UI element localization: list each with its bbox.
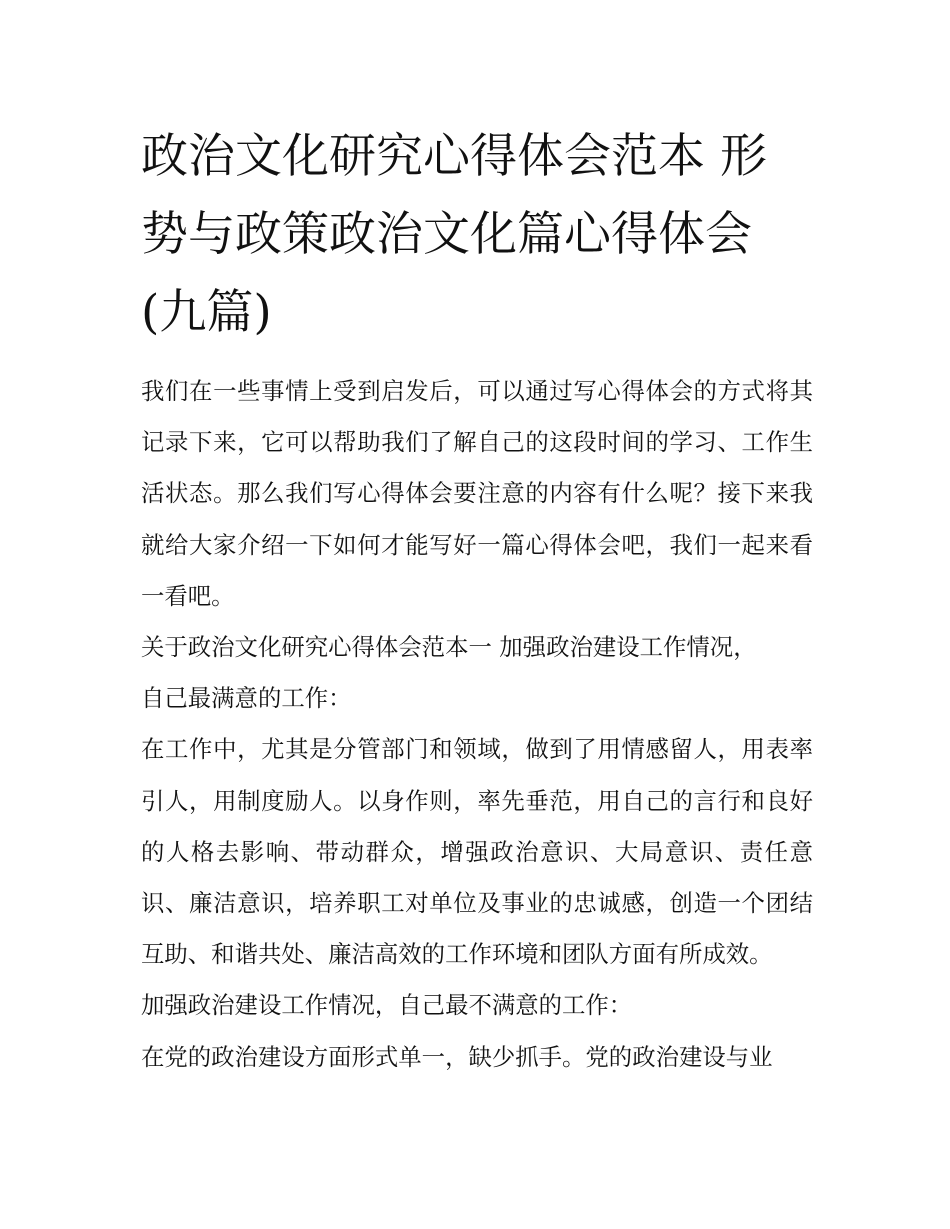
section-heading-line: 关于政治文化研究心得体会范本一 加强政治建设工作情况， xyxy=(141,633,757,662)
section-subheading-satisfied: 自己最满意的工作： xyxy=(141,684,352,713)
section-subheading-unsatisfied: 加强政治建设工作情况，自己最不满意的工作： xyxy=(141,991,633,1020)
unsatisfied-work-paragraph: 在党的政治建设方面形式单一，缺少抓手。党的政治建设与业 xyxy=(141,1042,773,1071)
document-title: 政治文化研究心得体会范本 形势与政策政治文化篇心得体会(九篇) xyxy=(141,129,767,340)
intro-paragraph: 我们在一些事情上受到启发后，可以通过写心得体会的方式将其记录下来，它可以帮助我们了解自己的这段时间的学习、工作生活状态。那么我们写心得体会要注意的内容有什么呢？接下来我就给大家介绍一下如何才能写好一篇心得体会吧，我们一起来看一看吧。 xyxy=(141,377,813,610)
document-body xyxy=(141,118,813,1083)
satisfied-work-paragraph: 在工作中，尤其是分管部门和领域，做到了用情感留人，用表率引人，用制度励人。以身作则，率先垂范，用自己的言行和良好的人格去影响、带动群众，增强政治意识、大局意识、责任意识、廉洁意识，培养职工对单位及事业的忠诚感，创造一个团结互助、和谐共处、廉洁高效的工作环境和团队方面有所成效。 xyxy=(141,735,813,969)
